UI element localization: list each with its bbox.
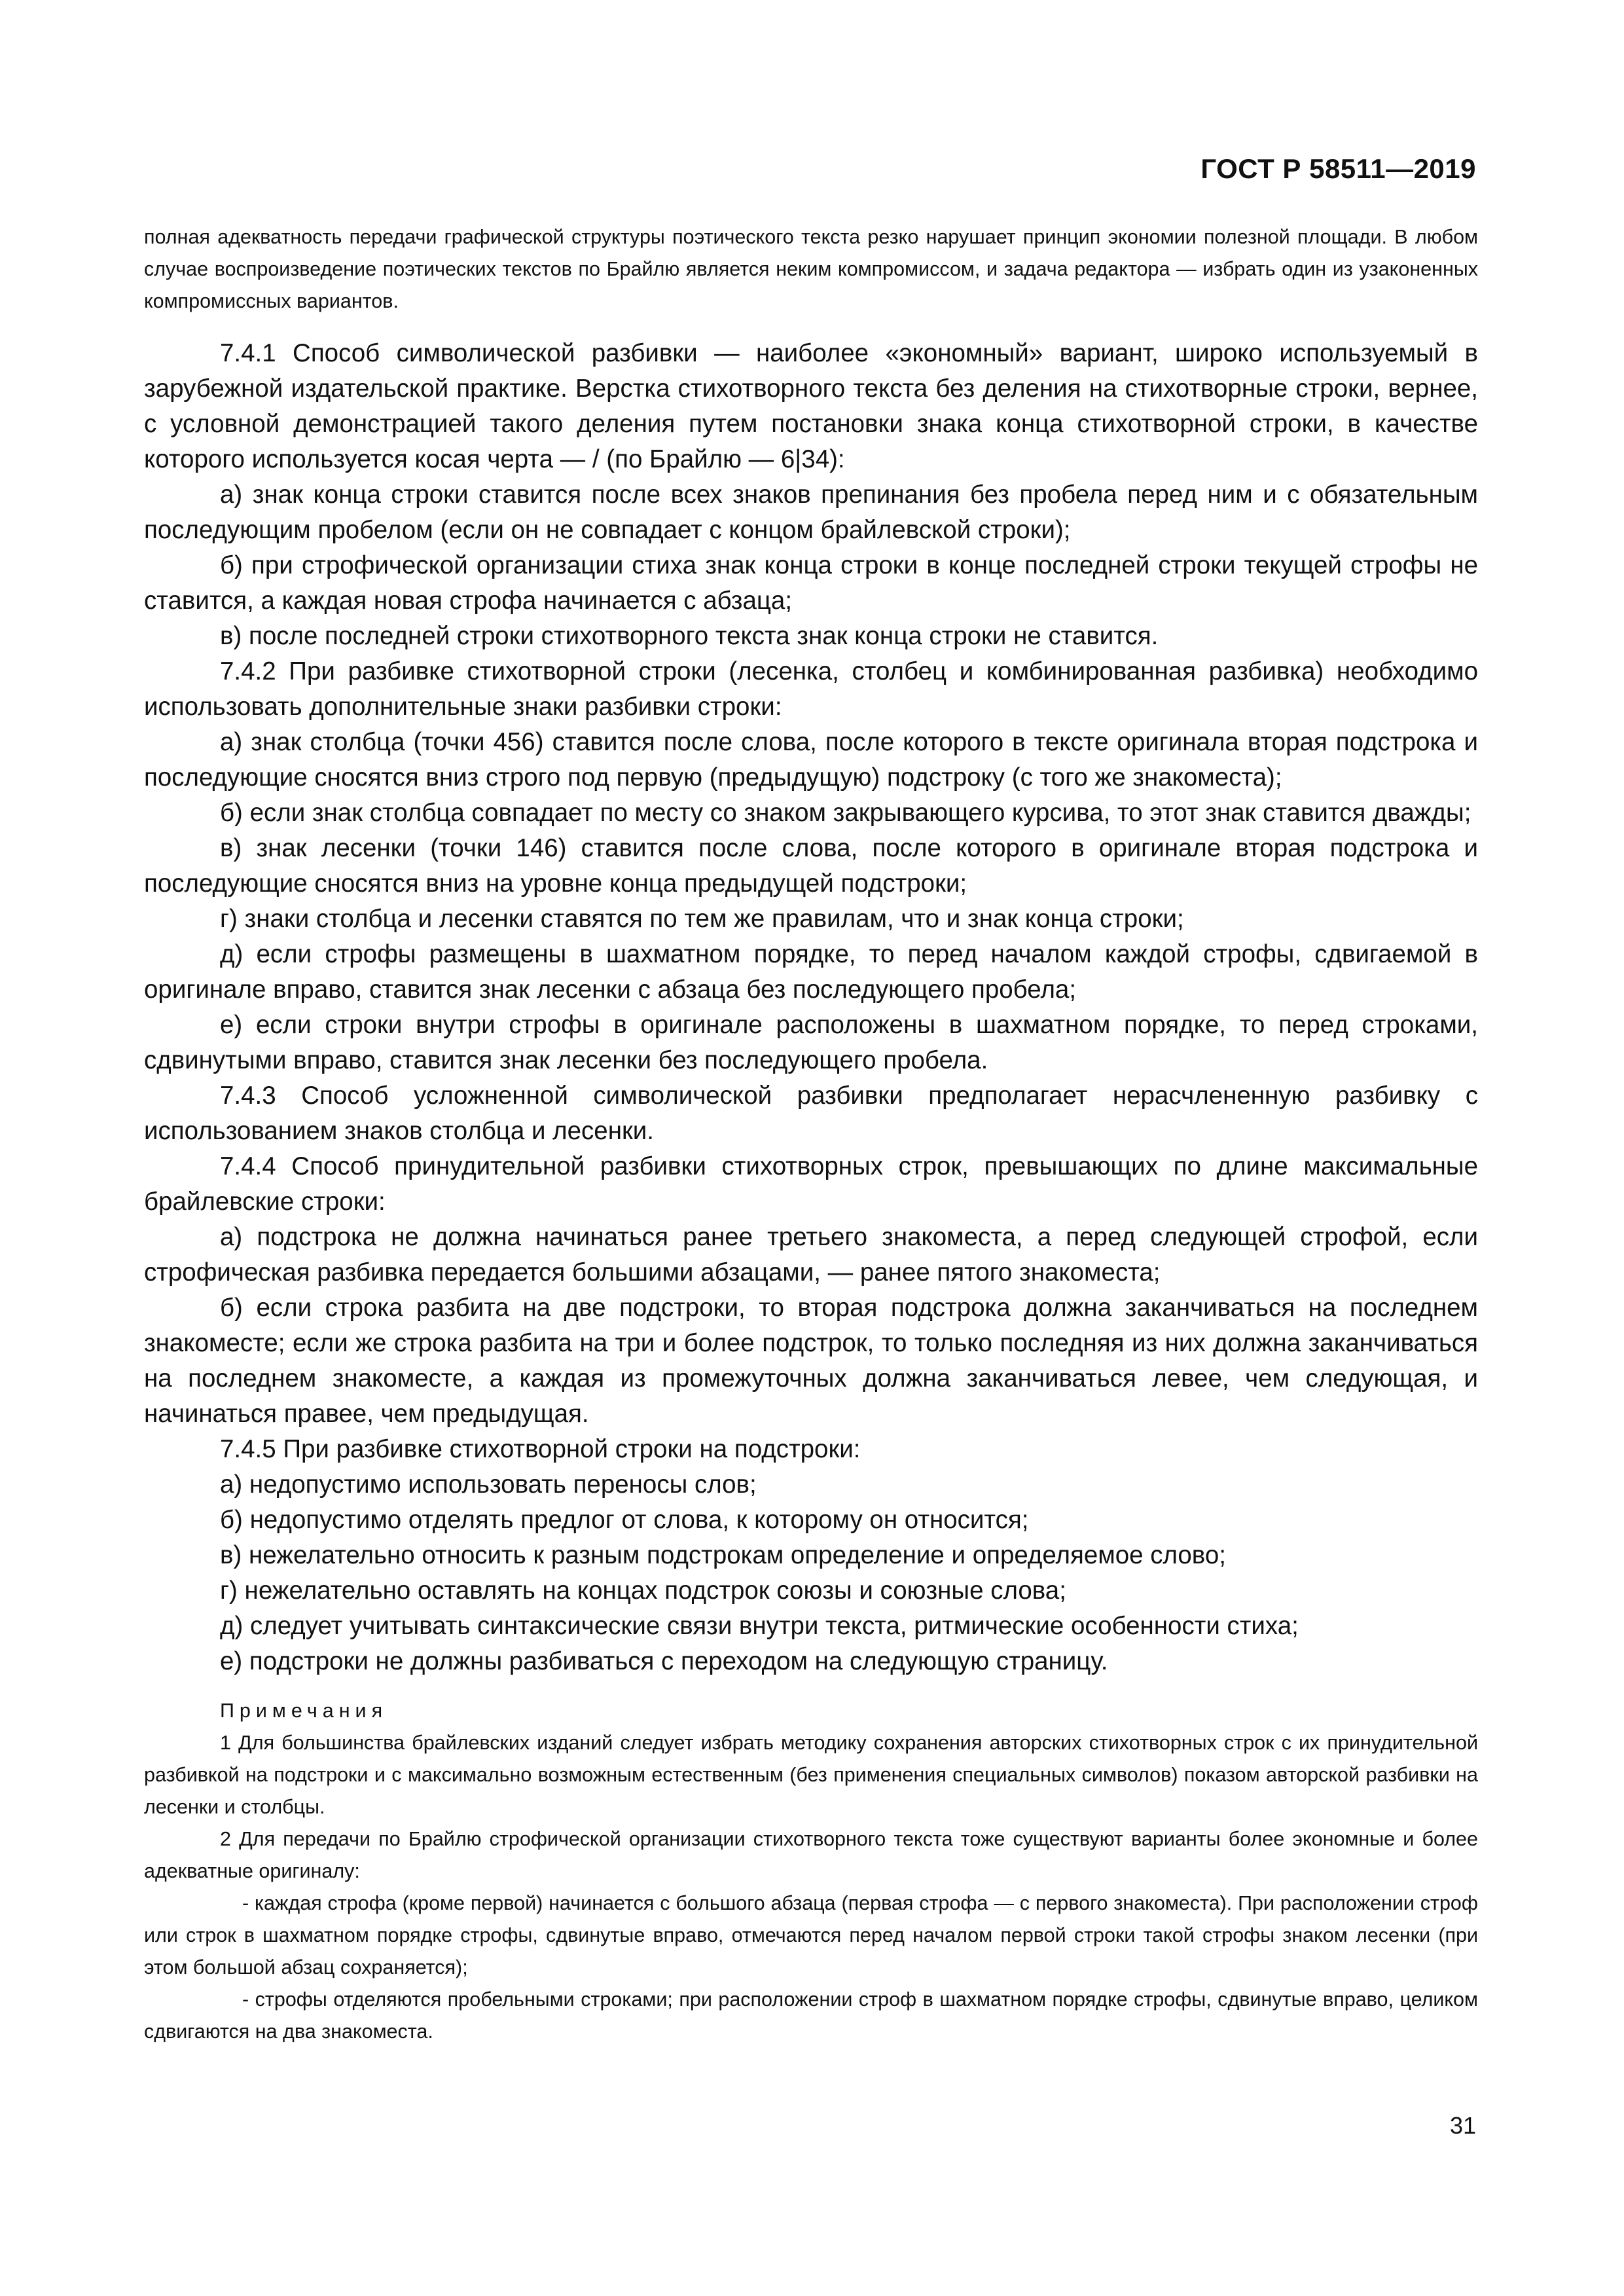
note-item: 1 Для большинства брайлевских изданий следует избрать методику сохранения авторских стихотворных строк с их принудительной разбивкой на подстроки и с максимально возможным естественным (без применения специальных символов) показом авторской разбивки на лесенки и столбцы. xyxy=(144,1732,1478,1818)
note-sub-item: - строфы отделяются пробельными строками; при расположении строф в шахматном порядке строфы, сдвинутые вправо, целиком сдвигаются на два знакоместа. xyxy=(144,1988,1478,2043)
note-item: 2 Для передачи по Брайлю строфической организации стихотворного текста тоже существуют варианты более экономные и более адекватные оригиналу: xyxy=(144,1828,1478,1882)
clause-7-4-4: 7.4.4 Способ принудительной разбивки стихотворных строк, превышающих по длине максимальные брайлевские строки: xyxy=(144,1152,1478,1216)
intro-paragraph: полная адекватность передачи графической структуры поэтического текста резко нарушает принцип экономии полезной площади. В любом случае воспроизведение поэтических текстов по Брайлю является неким компромиссом, и задача редактора — избрать один из узаконенных компромиссных вариантов. xyxy=(144,226,1478,312)
list-item: е) если строки внутри строфы в оригинале расположены в шахматном порядке, то перед строками, сдвинутыми вправо, ставится знак лесенки без последующего пробела. xyxy=(144,1011,1478,1074)
page-content xyxy=(144,221,1478,2048)
list-item: б) если строка разбита на две подстроки, то вторая подстрока должна заканчиваться на последнем знакоместе; если же строка разбита на три и более подстрок, то только последняя из них должна заканчиваться на последнем знакоместе, а каждая из промежуточных должна заканчиваться левее, чем следующая, и начинаться правее, чем предыдущая. xyxy=(144,1294,1478,1428)
list-item: б) если знак столбца совпадает по месту со знаком закрывающего курсива, то этот знак ставится дважды; xyxy=(220,799,1471,827)
note-sub-item: - каждая строфа (кроме первой) начинается с большого абзаца (первая строфа — с первого знакоместа). При расположении строф или строк в шахматном порядке строфы, сдвинутые вправо, отмечаются перед началом первой строки такой строфы знаком лесенки (при этом большой абзац сохраняется); xyxy=(144,1892,1478,1978)
page-number: 31 xyxy=(1449,2112,1476,2139)
list-item: а) знак столбца (точки 456) ставится после слова, после которого в тексте оригинала вторая подстрока и последующие сносятся вниз строго под первую (предыдущую) подстроку (с того же знакоместа); xyxy=(144,728,1478,792)
list-item: г) знаки столбца и лесенки ставятся по тем же правилам, что и знак конца строки; xyxy=(220,905,1184,933)
list-item: д) если строфы размещены в шахматном порядке, то перед началом каждой строфы, сдвигаемой в оригинале вправо, ставится знак лесенки с абзаца без последующего пробела; xyxy=(144,940,1478,1004)
list-item: е) подстроки не должны разбиваться с переходом на следующую страницу. xyxy=(220,1647,1108,1675)
list-item: д) следует учитывать синтаксические связи внутри текста, ритмические особенности стиха; xyxy=(220,1612,1299,1640)
document-header: ГОСТ Р 58511—2019 xyxy=(1200,153,1476,184)
clause-7-4-5: 7.4.5 При разбивке стихотворной строки на подстроки: xyxy=(220,1435,861,1463)
clause-7-4-3: 7.4.3 Способ усложненной символической разбивки предполагает нерасчлененную разбивку с использованием знаков столбца и лесенки. xyxy=(144,1082,1478,1145)
list-item: в) после последней строки стихотворного текста знак конца строки не ставится. xyxy=(220,622,1159,650)
list-item: в) знак лесенки (точки 146) ставится после слова, после которого в оригинале вторая подстрока и последующие сносятся вниз на уровне конца предыдущей подстроки; xyxy=(144,834,1478,898)
list-item: г) нежелательно оставлять на концах подстрок союзы и союзные слова; xyxy=(220,1576,1066,1605)
main-text xyxy=(144,336,1478,1679)
list-item: а) недопустимо использовать переносы слов; xyxy=(220,1470,757,1499)
list-item: в) нежелательно относить к разным подстрокам определение и определяемое слово; xyxy=(220,1541,1226,1569)
clause-7-4-1: 7.4.1 Способ символической разбивки — наиболее «экономный» вариант, широко используемый в зарубежной издательской практике. Верстка стихотворного текста без деления на стихотворные строки, вернее, с условной демонстрацией такого деления путем постановки знака конца стихотворной строки, в качестве которого используется косая черта — / (по Брайлю — 6|34): xyxy=(144,339,1478,473)
list-item: а) подстрока не должна начинаться ранее третьего знакоместа, а перед следующей строфой, если строфическая разбивка передается большими абзацами, — ранее пятого знакоместа; xyxy=(144,1223,1478,1286)
list-item: б) недопустимо отделять предлог от слова, к которому он относится; xyxy=(220,1506,1029,1534)
list-item: а) знак конца строки ставится после всех знаков препинания без пробела перед ним и с обязательным последующим пробелом (если он не совпадает с концом брайлевской строки); xyxy=(144,481,1478,544)
list-item: б) при строфической организации стиха знак конца строки в конце последней строки текущей строфы не ставится, а каждая новая строфа начинается с абзаца; xyxy=(144,551,1478,615)
notes-section xyxy=(144,1695,1478,2048)
notes-heading: Примечания xyxy=(220,1700,388,1722)
clause-7-4-2: 7.4.2 При разбивке стихотворной строки (лесенка, столбец и комбинированная разбивка) необходимо использовать дополнительные знаки разбивки строки: xyxy=(144,657,1478,721)
